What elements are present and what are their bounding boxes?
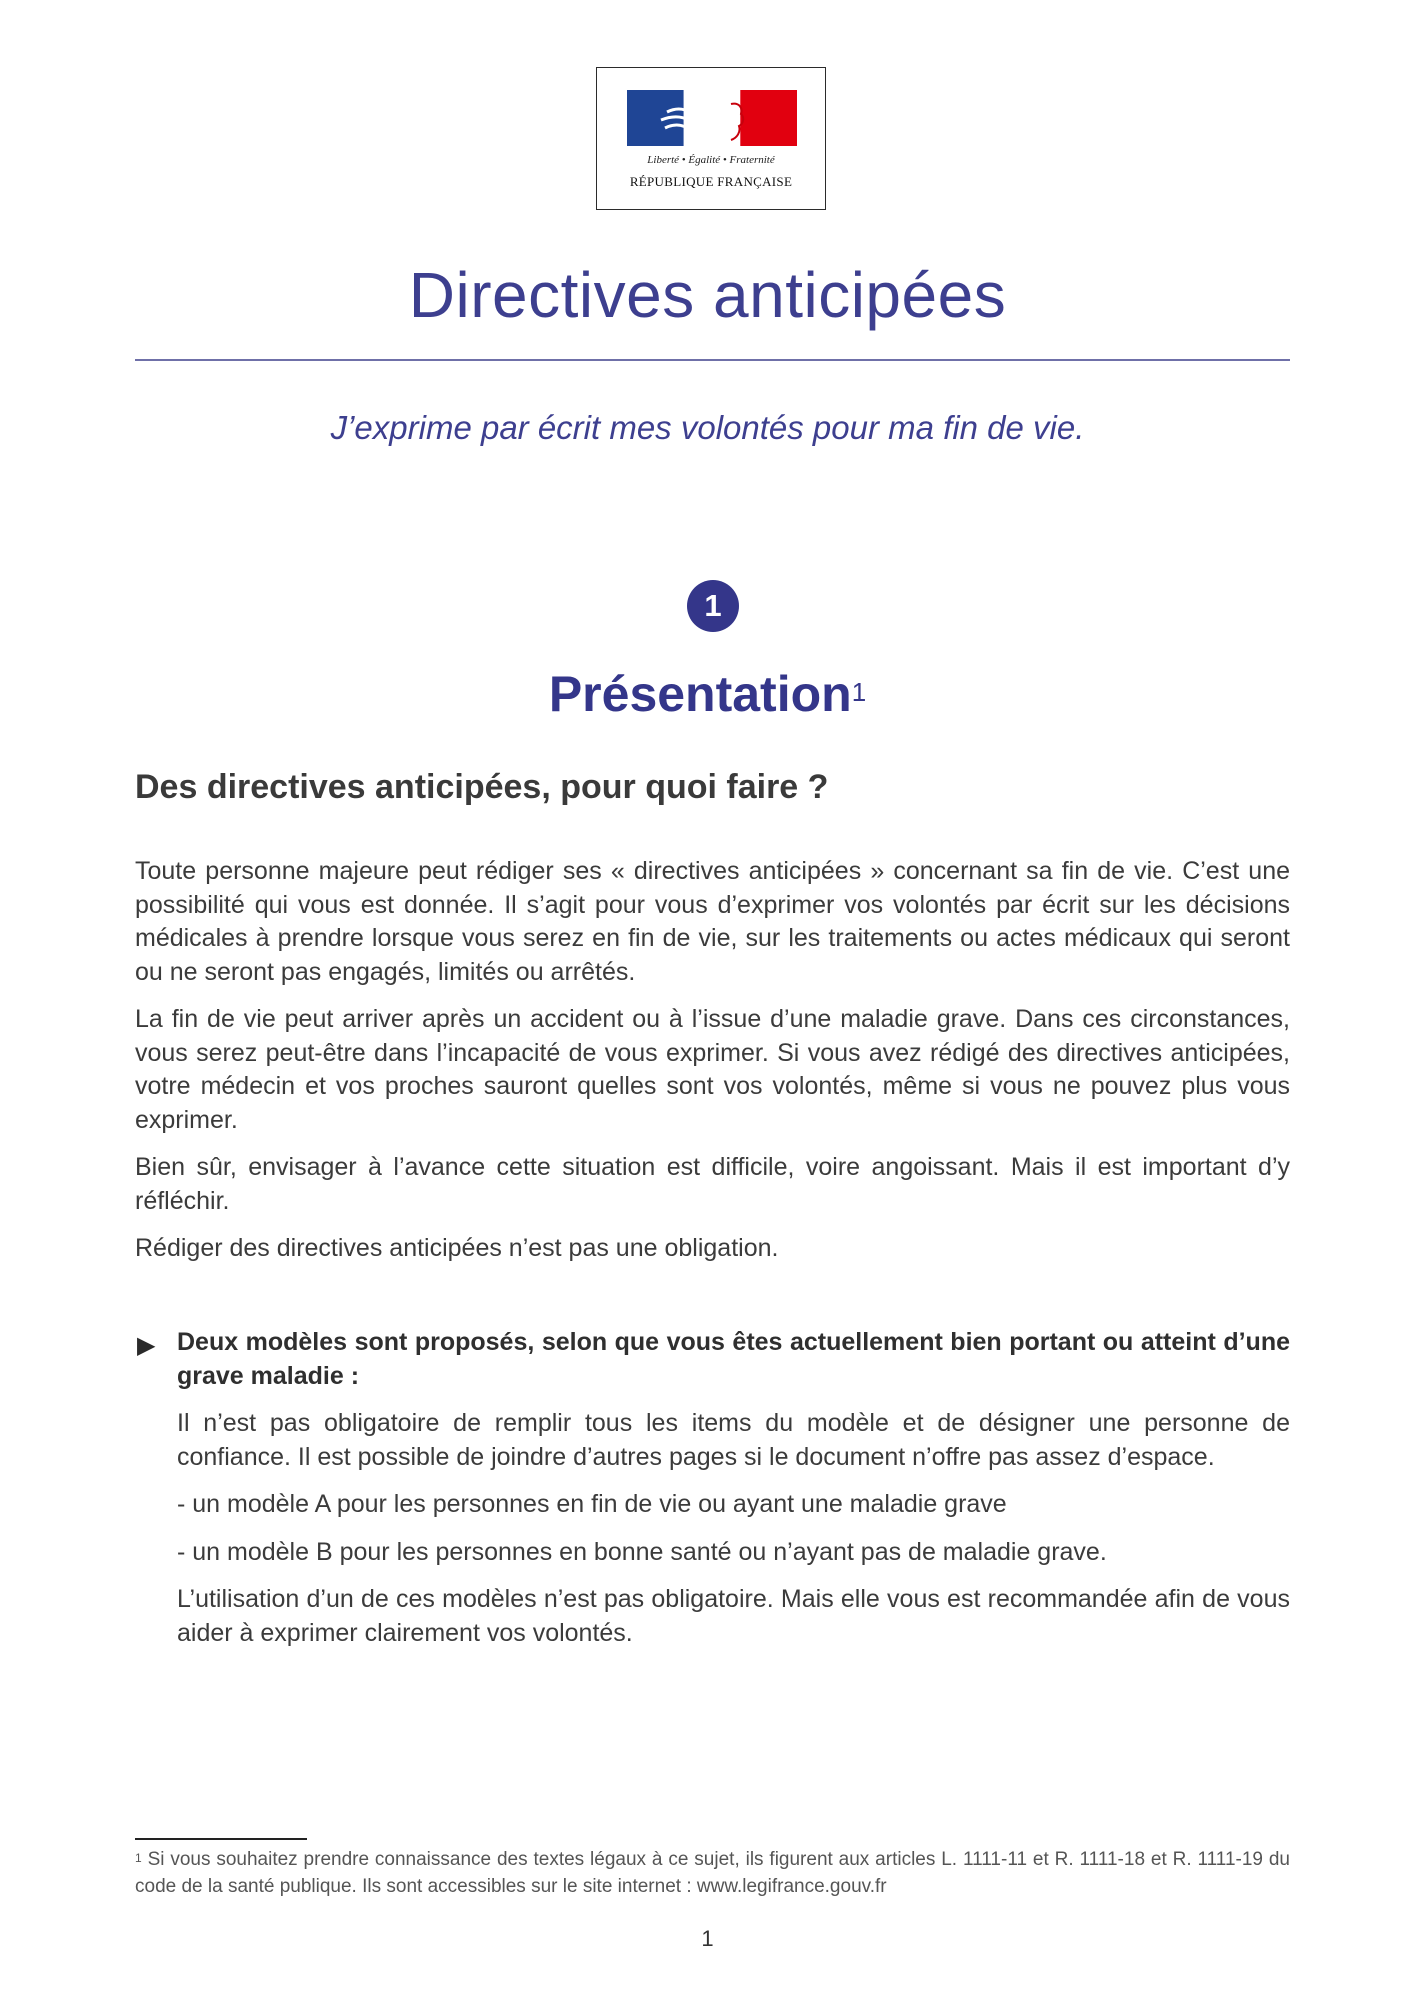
- paragraph: La fin de vie peut arriver après un accident ou à l’issue d’une maladie grave. Dans ces circonstances, vous serez peut-être dans l’incapacité de vous exprimer. Si vous avez rédigé des directives anticipées, votre médecin et vos proches sauront quelles sont vos volontés, même si vous ne pouvez plus vous exprimer.: [135, 1005, 1290, 1134]
- page-title: Directives anticipées: [408, 259, 1007, 331]
- footnote-divider: [135, 1838, 307, 1840]
- paragraph: Toute personne majeure peut rédiger ses « directives anticipées » concernant sa fin de vie. C’est une possibilité qui vous est donnée. Il s’agit pour vous d’exprimer vos volontés par écrit sur les décisions médicales à prendre lorsque vous serez en fin de vie, sur les traitements ou actes médicaux qui seront ou ne seront pas engagés, limités ou arrêtés.: [135, 857, 1290, 986]
- page-subtitle: J’exprime par écrit mes volontés pour ma fin de vie.: [330, 409, 1085, 446]
- footnote-number: 1: [135, 1851, 142, 1865]
- paragraph: L’utilisation d’un de ces modèles n’est pas obligatoire. Mais elle vous est recommandée afin de vous aider à exprimer clairement vos volontés.: [177, 1585, 1290, 1647]
- footnote: [135, 1846, 1290, 1900]
- footnote-reference[interactable]: 1: [851, 677, 867, 707]
- republique-francaise-logo: [596, 67, 826, 210]
- section-number-badge: 1: [687, 580, 739, 632]
- bullet-body: [177, 1407, 1290, 1650]
- page-number: 1: [701, 1926, 714, 1951]
- models-bullet: [135, 1326, 1290, 1664]
- paragraph: Il n’est pas obligatoire de remplir tous les items du modèle et de désigner une personne de confiance. Il est possible de joindre d’autres pages si le document n’offre pas assez d’espace.: [177, 1409, 1290, 1471]
- section-title-text: Présentation: [548, 666, 852, 722]
- paragraph: Rédiger des directives anticipées n’est pas une obligation.: [135, 1234, 779, 1262]
- list-item: - un modèle B pour les personnes en bonne santé ou n’ayant pas de maladie grave.: [177, 1537, 1107, 1566]
- list-item: - un modèle A pour les personnes en fin de vie ou ayant une maladie grave: [177, 1490, 1007, 1518]
- footnote-text: Si vous souhaitez prendre connaissance des textes légaux à ce sujet, ils figurent aux articles L. 1111-11 et R. 1111-18 et R. 1111-19 du code de la santé publique. Ils sont accessibles sur le site internet : www.legifrance.gouv.fr: [135, 1849, 1290, 1897]
- title-divider: [135, 359, 1290, 361]
- logo-name: RÉPUBLIQUE FRANÇAISE: [629, 174, 793, 189]
- section-title: [0, 662, 1415, 726]
- marianne-flag-icon: [627, 90, 797, 146]
- triangle-right-icon: ▶: [137, 1332, 156, 1359]
- logo-motto: Liberté • Égalité • Fraternité: [647, 154, 775, 166]
- subsection-heading: Des directives anticipées, pour quoi faire ?: [135, 768, 829, 806]
- paragraph: Bien sûr, envisager à l’avance cette situation est difficile, voire angoissant. Mais il est important d’y réfléchir.: [135, 1153, 1290, 1215]
- bullet-heading: Deux modèles sont proposés, selon que vous êtes actuellement bien portant ou atteint d’une grave maladie :: [177, 1328, 1290, 1390]
- body-text: [135, 855, 1290, 1280]
